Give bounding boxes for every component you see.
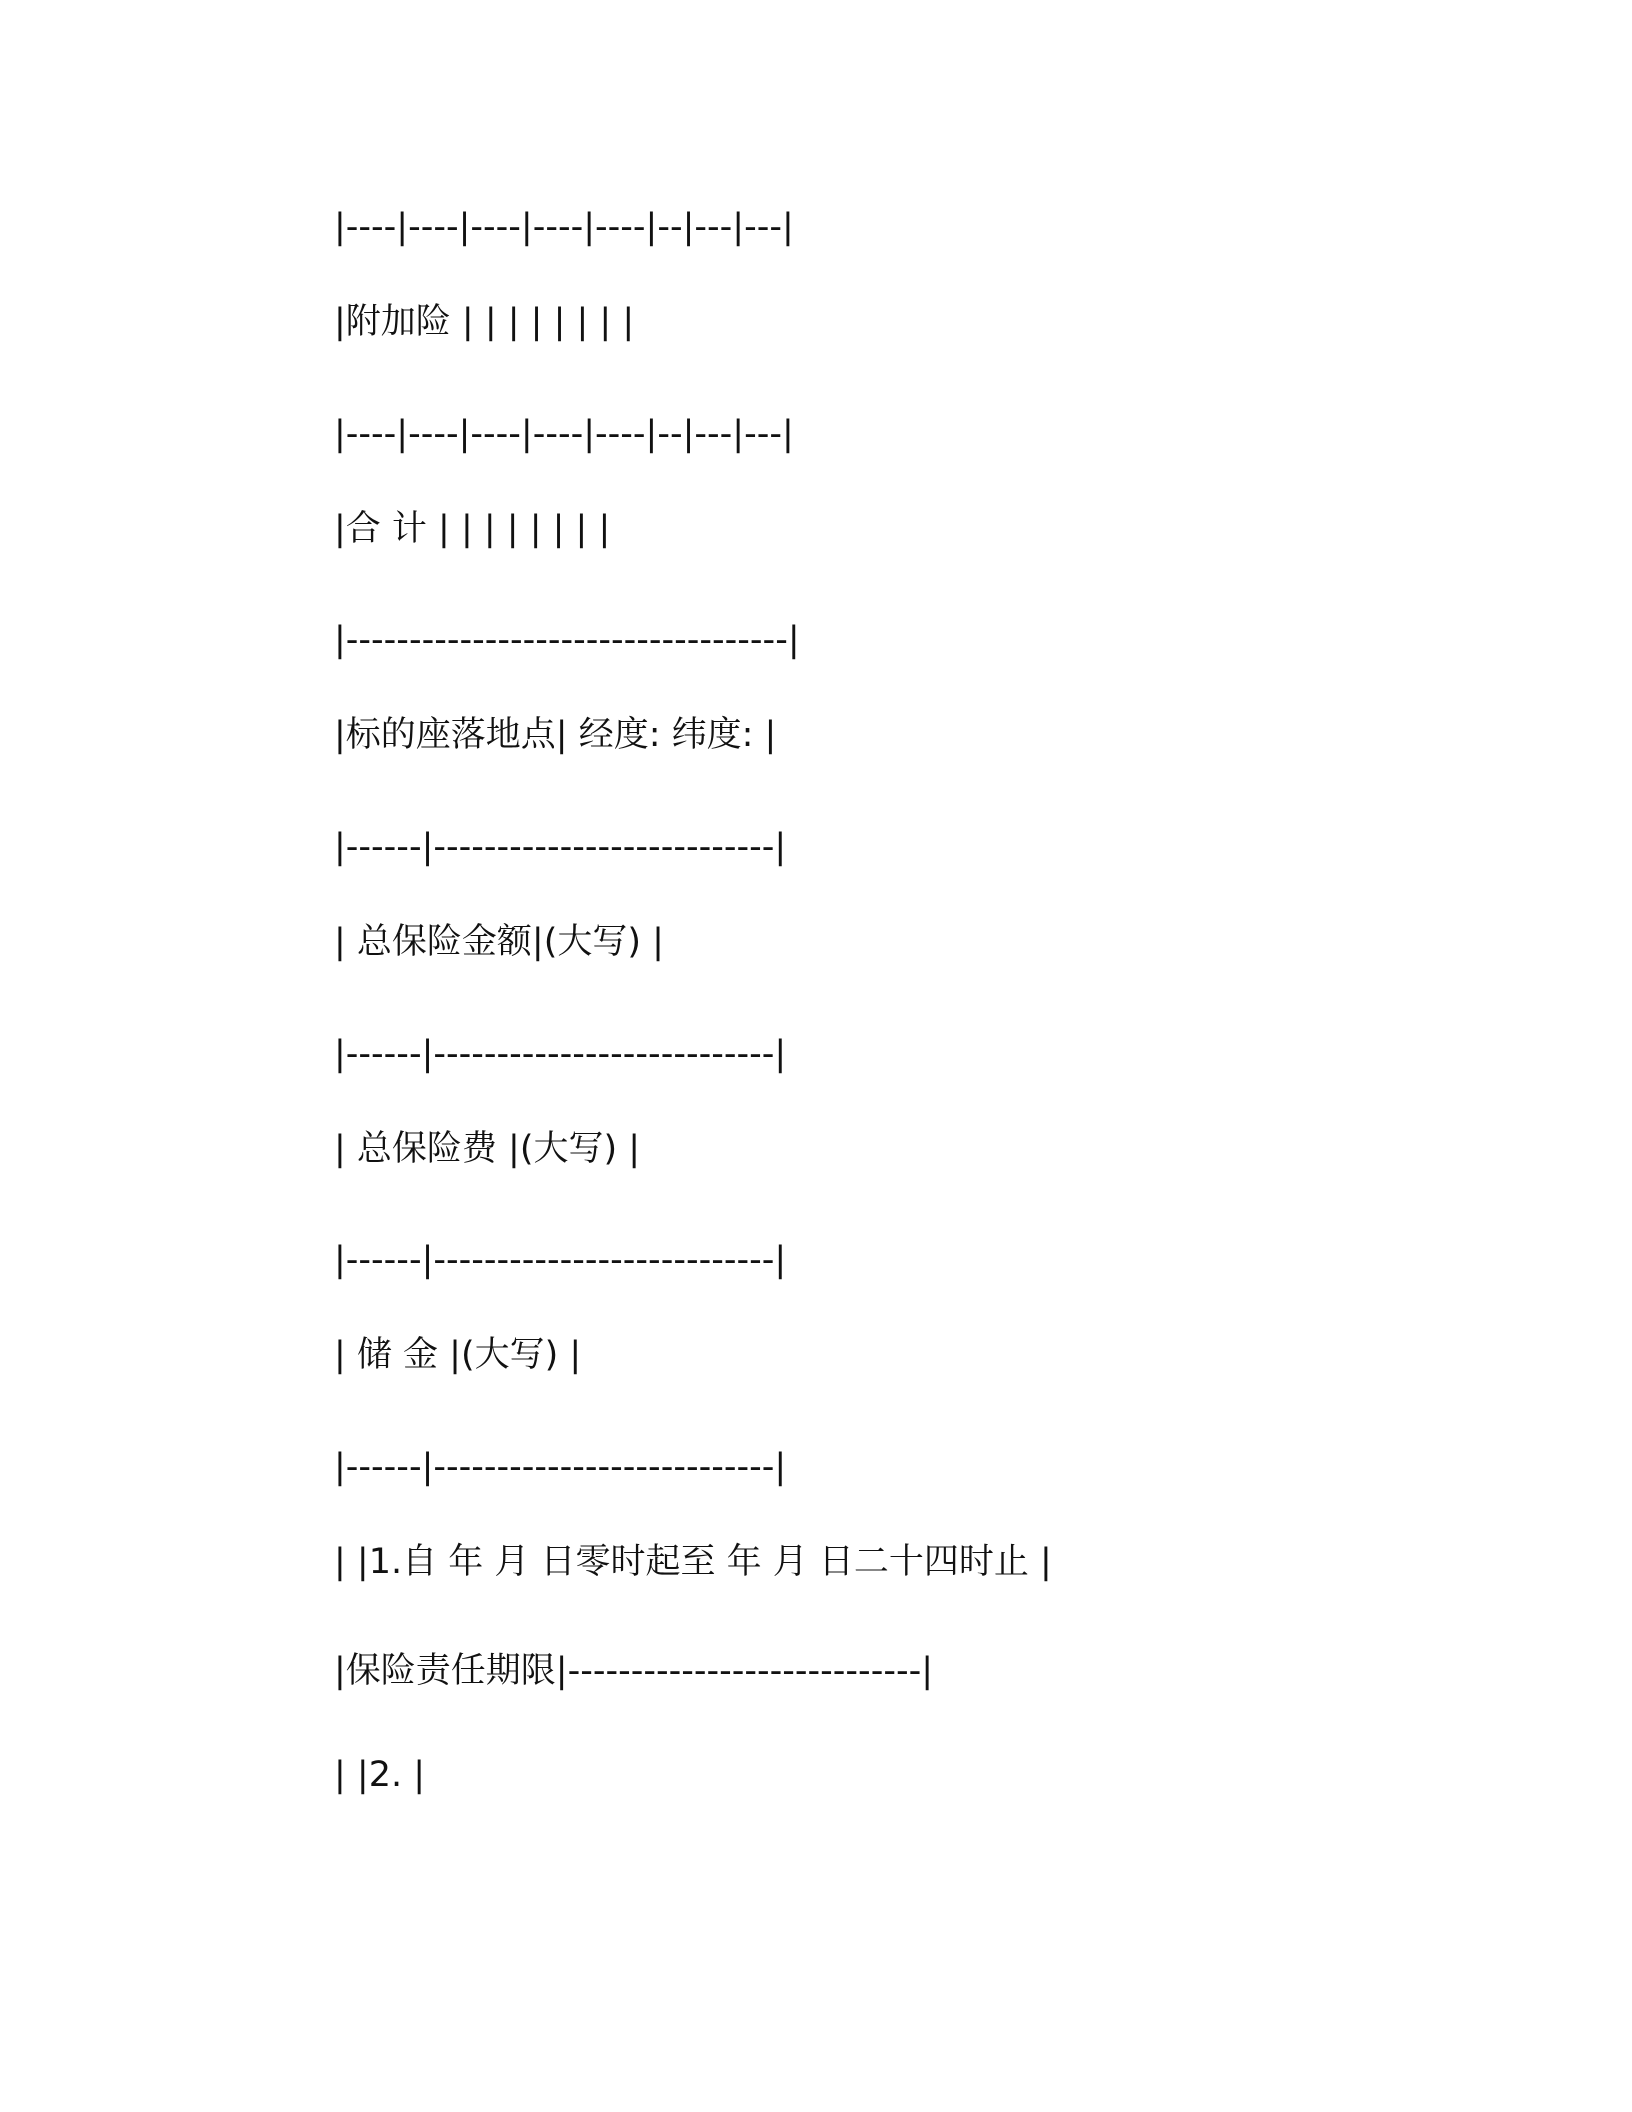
table-row-insurance-period: |保险责任期限|----------------------------| [334,1651,933,1691]
table-row-total-premium: | 总保险费 |(大写) | [334,1129,641,1169]
table-row-period-clause-2: | |2. | [334,1755,426,1795]
table-border-line: |------|---------------------------| [334,827,787,867]
table-border-line: |------|---------------------------| [334,1240,787,1280]
table-row-total: |合 计 | | | | | | | | [334,509,611,549]
table-row-rider-insurance: |附加险 | | | | | | | | [334,302,635,342]
table-border-line: |------|---------------------------| [334,1034,787,1074]
table-border-line: |-----------------------------------| [334,620,800,660]
table-row-deposit: | 储 金 |(大写) | [334,1335,582,1375]
table-border-line: |------|---------------------------| [334,1447,787,1487]
table-row-location: |标的座落地点| 经度: 纬度: | [334,715,777,755]
table-row-period-clause-1: | |1.自 年 月 日零时起至 年 月 日二十四时止 | [334,1542,1052,1582]
table-row-total-sum-insured: | 总保险金额|(大写) | [334,922,664,962]
table-border-line: |----|----|----|----|----|--|---|---| [334,207,794,247]
table-border-line: |----|----|----|----|----|--|---|---| [334,414,794,454]
